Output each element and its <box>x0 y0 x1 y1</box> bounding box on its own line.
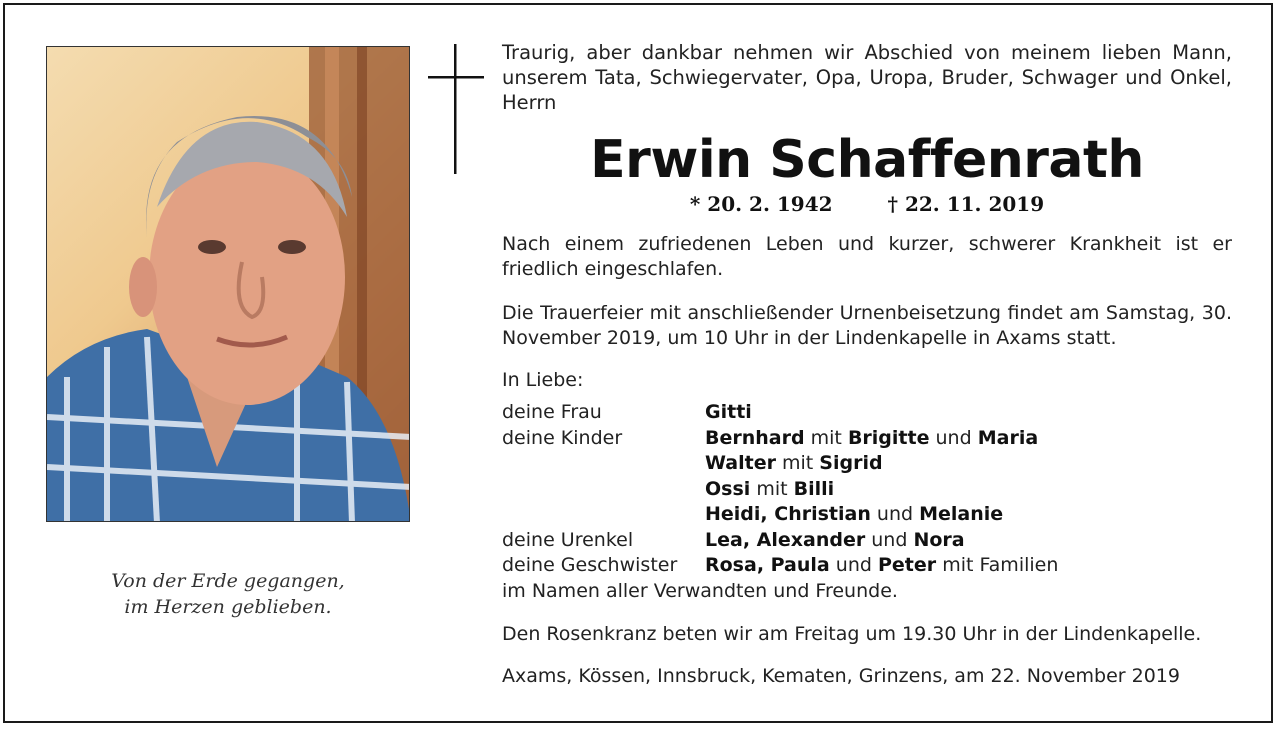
death-date: † 22. 11. 2019 <box>887 192 1045 216</box>
family-closing <box>502 579 1232 605</box>
birth-date: * 20. 2. 1942 <box>689 192 833 216</box>
relation-label: deine Geschwister <box>502 554 678 576</box>
portrait-photo <box>46 46 410 522</box>
relation-label: deine Frau <box>502 401 602 423</box>
life-dates <box>502 192 1232 216</box>
family-row-children <box>502 426 1232 452</box>
family-list <box>502 400 1232 604</box>
motto-line-2: im Herzen geblieben. <box>124 596 332 618</box>
family-name: Bernhard <box>705 426 805 449</box>
family-row-children-4 <box>502 502 1232 528</box>
cross-icon <box>428 44 484 174</box>
family-name: Maria <box>977 426 1039 449</box>
deceased-name: Erwin Schaffenrath <box>590 130 1144 190</box>
family-name: Billi <box>793 477 835 500</box>
family-row-children-3 <box>502 477 1232 503</box>
family-name: Melanie <box>919 503 1004 525</box>
family-name: Rosa, Paula <box>705 554 830 576</box>
family-name: Ossi <box>705 477 751 500</box>
family-name: Walter <box>705 452 776 474</box>
connector-word: mit Familien <box>942 554 1059 576</box>
family-name: Gitti <box>705 401 752 423</box>
family-row-siblings <box>502 553 1232 579</box>
connector-word: und <box>876 503 914 525</box>
family-name: Peter <box>878 554 937 576</box>
paragraph-peaceful: Nach einem zufriedenen Leben und kurzer, schwerer Krankheit ist er friedlich eingeschlafen. <box>502 233 1232 280</box>
rosary-notice: Den Rosenkranz beten wir am Freitag um 19.30 Uhr in der Lindenkapelle. <box>502 623 1202 645</box>
places-date: Axams, Kössen, Innsbruck, Kematen, Grinzens, am 22. November 2019 <box>502 665 1180 687</box>
motto-line-1: Von der Erde gegangen, <box>111 570 345 592</box>
family-name: Heidi, Christian <box>705 503 871 525</box>
connector-word: und <box>935 426 972 449</box>
family-name: Lea, Alexander <box>705 528 866 551</box>
portrait-illustration <box>47 47 410 522</box>
connector-word: mit <box>756 477 788 500</box>
connector-word: und <box>835 554 872 576</box>
connector-word: mit <box>782 452 814 474</box>
in-liebe-label: In Liebe: <box>502 369 584 391</box>
family-row-great-grandchildren <box>502 528 1232 554</box>
memorial-motto <box>60 568 396 620</box>
family-row-wife <box>502 400 1232 426</box>
relation-label: deine Kinder <box>502 426 623 449</box>
family-name: Sigrid <box>819 452 883 474</box>
family-row-children-2 <box>502 451 1232 477</box>
relation-label: deine Urenkel <box>502 528 634 551</box>
family-name: Brigitte <box>847 426 930 449</box>
family-name: Nora <box>913 528 965 551</box>
closing-text: im Namen aller Verwandten und Freunde. <box>502 579 898 602</box>
paragraph-funeral: Die Trauerfeier mit anschließender Urnenbeisetzung findet am Samstag, 30. November 2019, um 10 Uhr in der Lindenkapelle in Axams statt. <box>502 302 1232 349</box>
connector-word: mit <box>810 426 842 449</box>
connector-word: und <box>871 528 908 551</box>
intro-text: Traurig, aber dankbar nehmen wir Abschied von meinem lieben Mann, unserem Tata, Schwiegervater, Opa, Uropa, Bruder, Schwager und Onkel, Herrn <box>502 41 1232 114</box>
